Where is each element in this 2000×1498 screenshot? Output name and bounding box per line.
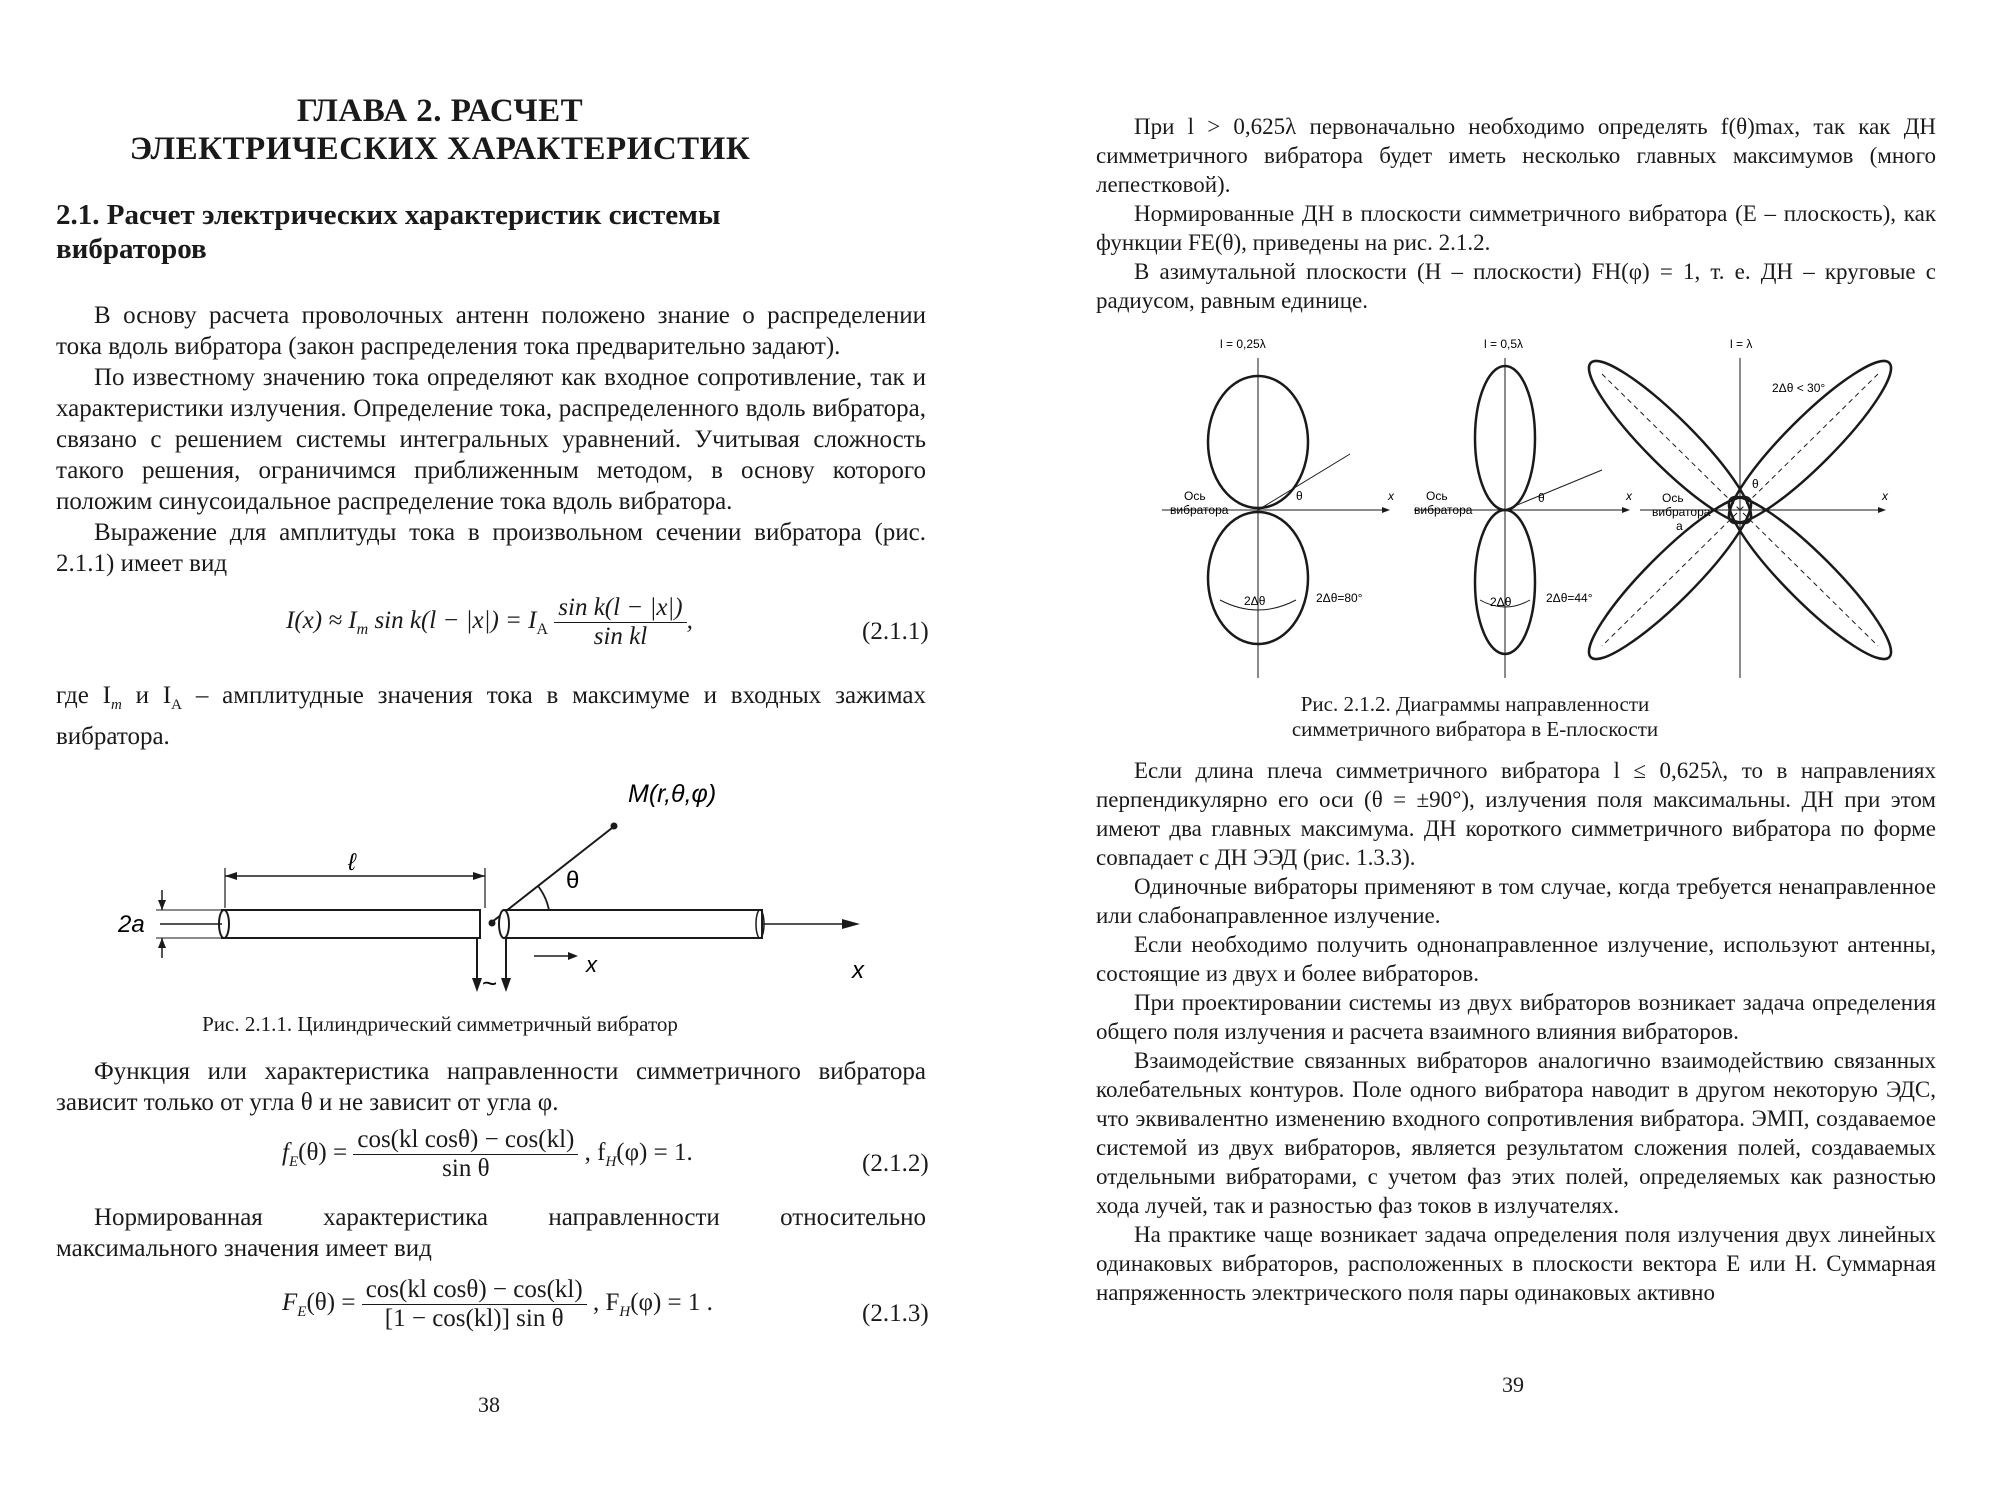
beam-value: 2Δθ=44°	[1546, 591, 1593, 605]
beam-value: 2Δθ=80°	[1316, 591, 1363, 605]
theta-label: θ	[1752, 477, 1759, 491]
equation-number: (2.1.2)	[862, 1150, 929, 1177]
equation-number: (2.1.1)	[862, 618, 929, 645]
axis-label: вибратора	[1414, 503, 1473, 517]
x-label: x	[1388, 489, 1394, 503]
x-axis-label: x	[852, 957, 864, 984]
chapter-title: ГЛАВА 2. РАСЧЕТ ЭЛЕКТРИЧЕСКИХ ХАРАКТЕРИСТИК	[129, 93, 751, 167]
figure-caption: Рис. 2.1.1. Цилиндрический симметричный вибратор	[202, 1012, 678, 1036]
length-label: ℓ	[348, 849, 356, 876]
paragraph: Нормированная характеристика направленности относительно максимального значения имеет вид	[56, 1204, 926, 1262]
x-label: x	[1882, 489, 1888, 503]
paragraph: Функция или характеристика направленности симметричного вибратора зависит только от угла θ и не зависит от угла φ.	[56, 1058, 926, 1116]
beam-label: 2Δθ	[1490, 595, 1512, 609]
right-body-top: При l > 0,625λ первоначально необходимо определять f(θ)max, так как ДН симметричного вибратора будет иметь несколько главных максимумов (много лепестковой). Нормированные ДН в плоскости симметричного вибратора (E – плоскость), как функции FE(θ), приведены на рис. 2.1.2. В азимутальной плоскости (H – плоскости) FH(φ) = 1, т. е. ДН – круговые с радиусом, равным единице.	[1096, 114, 1936, 313]
page-number: 38	[478, 1392, 500, 1417]
x-label: x	[1626, 489, 1632, 503]
theta-label: θ	[1296, 489, 1303, 503]
beam-label: 2Δθ	[1244, 594, 1266, 608]
paragraph: По известному значению тока определяют как входное сопротивление, так и характеристики излучения. Определение тока, распределенного вдоль вибратора, связано с решением системы интегральных уравнений. Учитывая сложность такого решения, ограничимся приближенным методом, в основу которого положим синусоидальное распределение тока вдоль вибратора.	[56, 364, 926, 515]
paragraph: В основу расчета проволочных антенн положено знание о распределении тока вдоль вибратора (закон распределения тока предварительно задают).	[56, 302, 926, 360]
paragraph: Выражение для амплитуды тока в произвольном сечении вибратора (рис. 2.1.1) имеет вид	[56, 519, 926, 577]
source-label: ~	[482, 968, 498, 998]
radius-label: 2a	[118, 911, 145, 938]
angle-label: θ	[566, 867, 580, 894]
axis-label: вибратора	[1652, 505, 1711, 519]
right-body-bottom: Если длина плеча симметричного вибратора l ≤ 0,625λ, то в направлениях перпендикулярно его оси (θ = ±90°), излучения поля максимальны. ДН при этом имеют два главных максимума. ДН короткого симметричного вибратора по форме совпадает с ДН ЭЭД (рис. 1.3.3). Одиночные вибраторы применяют в том случае, когда требуется ненаправленное или слабонаправленное излучение. Если необходимо получить однонаправленное излучение, используют антенны, состоящие из двух и более вибраторов. При проектировании системы из двух вибраторов возникает задача определения общего поля излучения и расчета взаимного влияния вибраторов. Взаимодействие связанных вибраторов аналогично взаимодействию связанных колебательных контуров. Поле одного вибратора наводит в другом некоторую ЭДС, что эквивалентно изменению входного сопротивления вибратора. ЭМП, создаваемое системой из двух вибраторов, является результатом сложения полей, создаваемых отдельными вибраторами, с учетом фаз этих полей, определяемых как разностью хода лучей, так и разностью фаз токов в излучателях. На практике чаще возникает задача определения поля излучения двух линейных одинаковых вибраторов, расположенных в плоскости вектора E или H. Суммарная напряженность электрического поля пары одинаковых активно	[1096, 758, 1936, 1305]
equation-2-1-2: $f_E(\theta)$ = $\frac{\text{cos(kl cosθ) − cos(kl)}}{\text{sin θ}}$ , $f_H(\varphi) = 1$.	[282, 1126, 693, 1182]
paragraph: где $I_m$ и $I_A$ – амплитудные значения тока в максимуме и входных зажимах вибратора.	[56, 682, 926, 750]
panel2-title: l = 0,5λ	[1484, 337, 1524, 351]
axis-label: а	[1676, 519, 1683, 533]
axis-label: Ось	[1426, 489, 1448, 503]
axis-label: Ось	[1662, 491, 1684, 505]
axis-label: Ось	[1184, 489, 1206, 503]
left-body-top	[56, 300, 926, 579]
equation-2-1-3: $F_E(\theta)$ = $\frac{\text{cos(kl cosθ) − cos(kl)}}{\text{[1 − cos(kl)] sin θ}}$ , $F_H(\varphi) = 1$ .	[282, 1276, 713, 1332]
radiation-pattern-figure	[1150, 330, 1900, 690]
x-arrow-label: x	[586, 952, 597, 977]
beam-value: 2Δθ < 30°	[1772, 381, 1826, 395]
figure-caption: Рис. 2.1.2. Диаграммы направленности симметричного вибратора в E-плоскости	[1291, 692, 1659, 741]
page-number: 39	[1502, 1372, 1524, 1397]
point-label: M(r,θ,φ)	[628, 780, 717, 808]
right-page	[1000, 0, 2000, 1498]
dipole-figure	[100, 760, 880, 1000]
equation-number: (2.1.3)	[862, 1300, 929, 1327]
section-title: 2.1. Расчет электрических характеристик системы вибраторов	[56, 199, 721, 265]
panel3-title: l = λ	[1730, 337, 1753, 351]
equation-2-1-1: $I(x) \approx I_m$ $\sin k(l - |x|) = I_A$ $\frac{\text{sin k(l − |x|)}}{\text{sin kl}}$ ,	[286, 594, 693, 650]
axis-label: вибратора	[1170, 503, 1229, 517]
panel1-title: l = 0,25λ	[1220, 337, 1266, 351]
theta-label: θ	[1538, 491, 1545, 505]
